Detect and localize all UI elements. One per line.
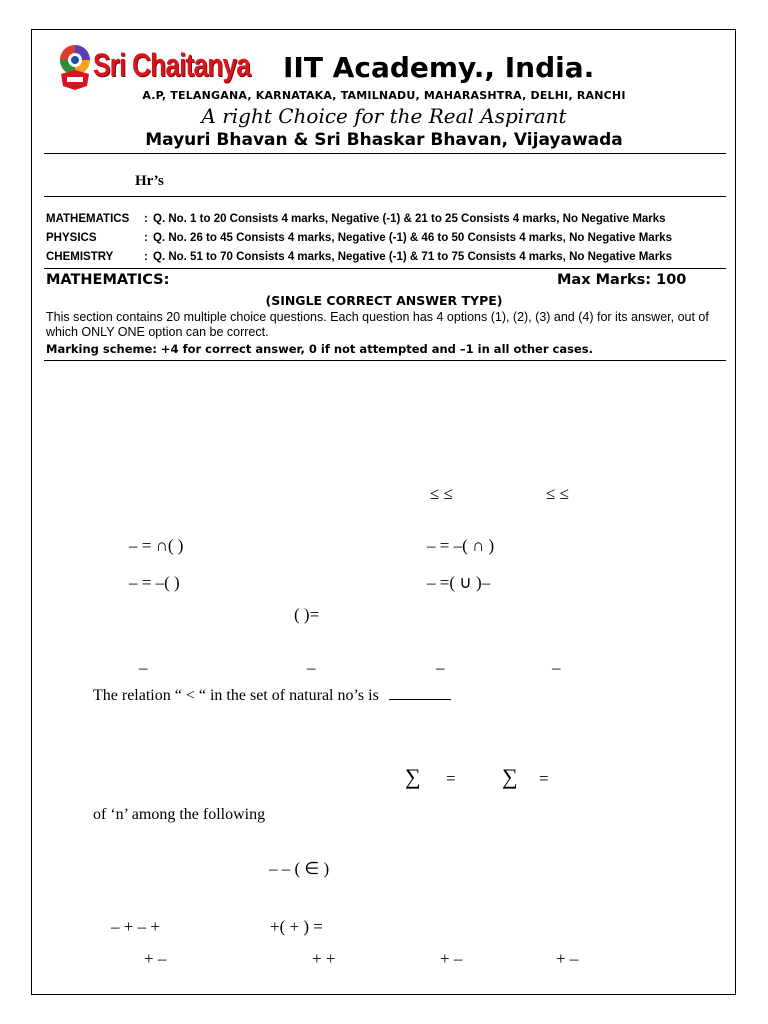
- marking-colon: :: [144, 232, 148, 244]
- math-expression: – + – +: [111, 917, 160, 936]
- math-expression: ( )=: [294, 605, 320, 624]
- option-marker: –: [552, 658, 561, 677]
- divider: [44, 360, 726, 361]
- option-2: + +: [312, 949, 336, 968]
- option-3: + –: [440, 949, 463, 968]
- section-description: This section contains 20 multiple choice questions. Each question has 4 options (1), (2), (3) and (4) for its answer, out of which ONLY ONE option can be correct.: [46, 310, 709, 339]
- section-type: (SINGLE CORRECT ANSWER TYPE): [265, 293, 503, 308]
- option-4: + –: [556, 949, 579, 968]
- max-marks: Max Marks: 100: [557, 272, 687, 288]
- divider: [44, 196, 726, 197]
- option-1: + –: [144, 949, 167, 968]
- marking-subject: CHEMISTRY: [46, 251, 114, 263]
- brand-name: Sri Chaitanya: [93, 47, 251, 83]
- academy-logo-icon: [57, 44, 93, 92]
- option-2: – = –( ∩ ): [427, 536, 495, 555]
- states-line: A.P, TELANGANA, KARNATAKA, TAMILNADU, MAHARASHTRA, DELHI, RANCHI: [142, 89, 626, 102]
- marking-detail: Q. No. 26 to 45 Consists 4 marks, Negative (-1) & 46 to 50 Consists 4 marks, No Negative Marks: [153, 232, 672, 244]
- summation-symbol: ∑: [405, 764, 421, 789]
- math-symbols: ≤ ≤: [430, 484, 453, 503]
- option-3: – = –( ): [129, 573, 180, 592]
- divider: [44, 153, 726, 154]
- summation-symbol: ∑: [502, 764, 518, 789]
- marking-colon: :: [144, 213, 148, 225]
- section-title: MATHEMATICS:: [46, 272, 170, 288]
- marking-detail: Q. No. 1 to 20 Consists 4 marks, Negative (-1) & 21 to 25 Consists 4 marks, No Negative Marks: [153, 213, 666, 225]
- option-marker: –: [139, 658, 148, 677]
- math-expression: +( + ) =: [270, 917, 323, 936]
- answer-blank: [389, 685, 451, 700]
- relation-text: The relation “ < “ in the set of natural no’s is: [93, 687, 379, 704]
- question-text: [93, 685, 451, 705]
- equals-sign: =: [539, 769, 549, 788]
- math-symbols: ≤ ≤: [546, 484, 569, 503]
- math-expression: – – ( ∈ ): [269, 859, 330, 878]
- marking-scheme: Marking scheme: +4 for correct answer, 0 if not attempted and –1 in all other cases.: [46, 342, 593, 356]
- option-marker: –: [436, 658, 445, 677]
- marking-colon: :: [144, 251, 148, 263]
- equals-sign: =: [446, 769, 456, 788]
- campus-name: Mayuri Bhavan & Sri Bhaskar Bhavan, Vijayawada: [145, 130, 623, 150]
- option-1: – = ∩( ): [129, 536, 184, 555]
- tagline: A right Choice for the Real Aspirant: [201, 104, 567, 128]
- brand-title: IIT Academy., India.: [283, 51, 595, 84]
- marking-detail: Q. No. 51 to 70 Consists 4 marks, Negative (-1) & 71 to 75 Consists 4 marks, No Negative Marks: [153, 251, 672, 263]
- option-marker: –: [307, 658, 316, 677]
- option-4: – =( ∪ )–: [427, 573, 491, 592]
- question-text: of ‘n’ among the following: [93, 806, 266, 823]
- marking-subject: PHYSICS: [46, 232, 97, 244]
- hours-label: Hr’s: [135, 173, 164, 189]
- divider: [44, 268, 726, 269]
- marking-subject: MATHEMATICS: [46, 213, 130, 225]
